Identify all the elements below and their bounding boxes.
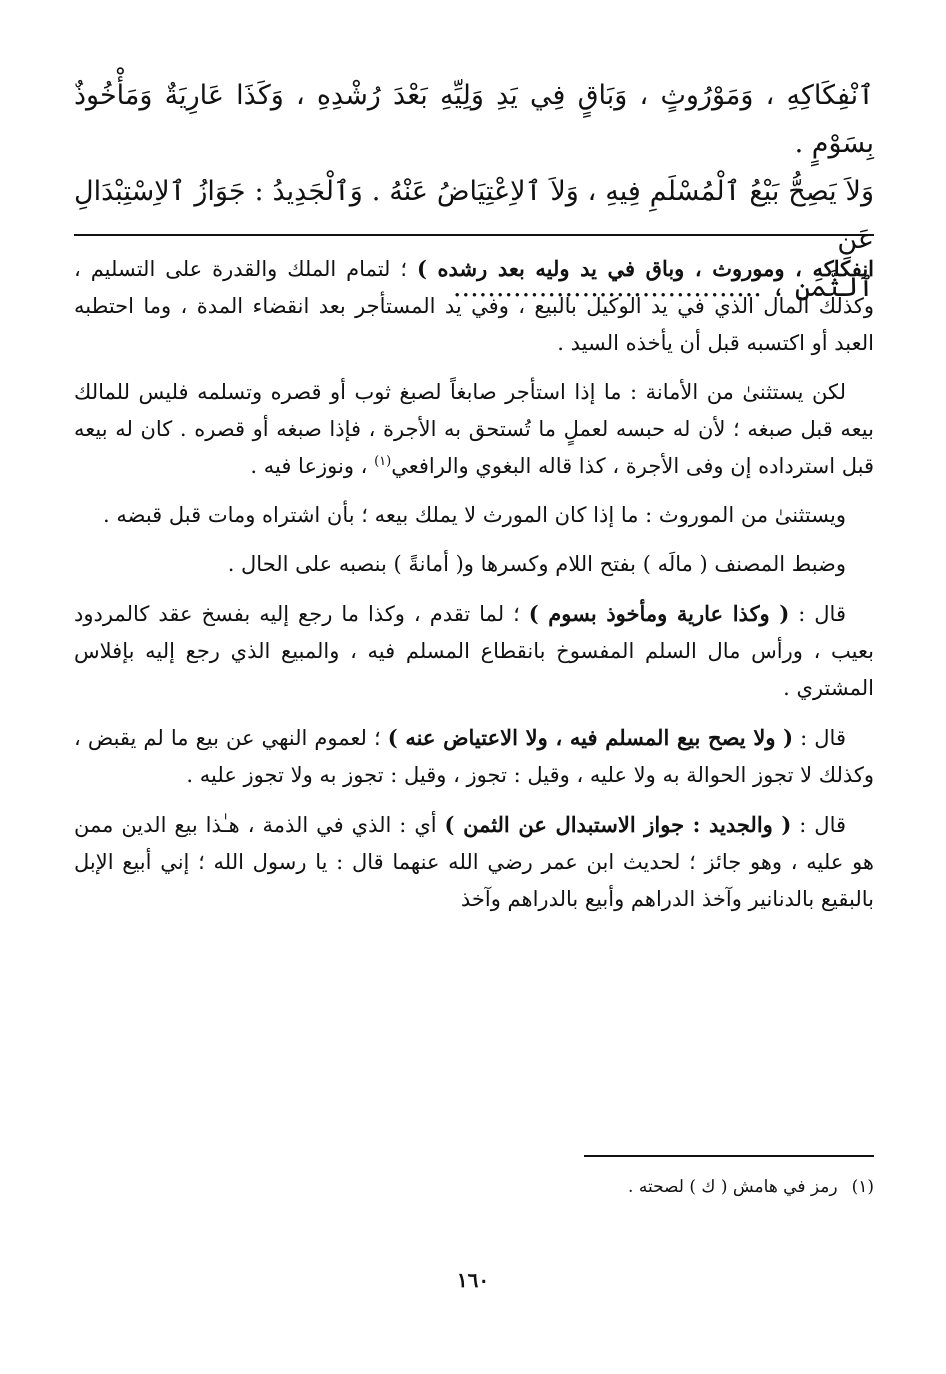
- footnote-text: رمز في هامش ( ك ) لصحته .: [628, 1177, 838, 1197]
- footnote-marker[interactable]: (١): [374, 454, 392, 469]
- commentary-paragraph: [74, 595, 874, 707]
- page-number: ١٦٠: [456, 1268, 490, 1292]
- dotted-leader: ....................................: [452, 272, 762, 303]
- commentary-lead: قال :: [793, 726, 846, 750]
- commentary-paragraph: [74, 250, 874, 362]
- footnote: [74, 1172, 874, 1202]
- commentary-paragraph: [74, 719, 874, 794]
- commentary-paragraph: ويستثنىٰ من الموروث : ما إذا كان المورث لا يملك بيعه ؛ بأن اشتراه ومات قبل قبضه .: [103, 503, 846, 527]
- section-divider: [74, 234, 874, 236]
- quoted-matn: ( وكذا عارية ومأخوذ بسوم ): [528, 601, 790, 626]
- commentary-text: [74, 250, 874, 930]
- commentary-body: ؛ لتمام الملك والقدرة على التسليم ، وكذلك المال الذي في يد الوكيل بالبيع ، وفي يد المستأجر بعد انقضاء المدة ، وما احتطبه العبد أو اكتسبه قبل أن يأخذه السيد .: [74, 257, 874, 355]
- commentary-body: أي : الذي في الذمة ، هـٰذا بيع الدين ممن هو عليه ، وهو جائز ؛ لحديث ابن عمر رضي الله عنهما قال : يا رسول الله ؛ إني أبيع الإبل بالبقيع بالدنانير وآخذ الدراهم وأبيع بالدراهم وآخذ: [74, 813, 874, 911]
- commentary-paragraph: [74, 374, 874, 485]
- footnote-number: (١): [851, 1177, 874, 1197]
- matn-line-text: ٱلثَّمَنِ ،: [770, 272, 874, 303]
- commentary-paragraph: وضبط المصنف ( مالَه ) بفتح اللام وكسرها و( أمانةً ) بنصبه على الحال .: [227, 552, 846, 576]
- commentary-paragraph: [74, 806, 874, 918]
- matn-line: ٱنْفِكَاكِهِ ، وَمَوْرُوثٍ ، وَبَاقٍ فِي يَدِ وَلِيِّهِ بَعْدَ رُشْدِهِ ، وَكَذَا عَارِيَةٌ وَمَأْخُوذٌ بِسَوْمٍ .: [74, 80, 874, 159]
- commentary-lead: قال :: [791, 813, 847, 837]
- quoted-matn: انفكاكه ، وموروث ، وباق في يد وليه بعد رشده ): [417, 256, 874, 281]
- quoted-matn: ( ولا يصح بيع المسلم فيه ، ولا الاعتياض عنه ): [387, 725, 794, 750]
- footnote-divider: [584, 1155, 874, 1157]
- quoted-matn: ( والجديد : جواز الاستبدال عن الثمن ): [444, 812, 792, 837]
- commentary-body: لكن يستثنىٰ من الأمانة : ما إذا استأجر صابغاً لصبغ ثوب أو قصره وتسلمه فليس للمالك بيعه قبل صبغه ؛ لأن له حبسه لعملٍ ما تُستحق به الأجرة ، فإذا صبغه أو قصره . كان له بيعه قبل استرداده إن وفى الأجرة ، كذا قاله البغوي والرافعي: [74, 380, 874, 478]
- matn-line: وَلاَ يَصِحُّ بَيْعُ ٱلْمُسْلَمِ فِيهِ ، وَلاَ ٱلاِعْتِيَاضُ عَنْهُ . وَٱلْجَدِيدُ : جَوَازُ ٱلاِسْتِبْدَالِ عَنِ: [74, 176, 874, 255]
- commentary-body: ؛ لما تقدم ، وكذا ما رجع إليه بفسخ عقد كالمردود بعيب ، ورأس مال السلم المفسوخ بانقطاع المسلم فيه ، والمبيع الذي رجع إليه بإفلاس المشتري .: [74, 602, 874, 700]
- commentary-body: ؛ لعموم النهي عن بيع ما لم يقبض ، وكذلك لا تجوز الحوالة به ولا عليه ، وقيل : تجوز ، وقيل : تجوز به ولا تجوز عليه .: [74, 726, 874, 787]
- commentary-lead: قال :: [789, 602, 846, 626]
- commentary-body: ، ونوزعا فيه .: [250, 454, 375, 478]
